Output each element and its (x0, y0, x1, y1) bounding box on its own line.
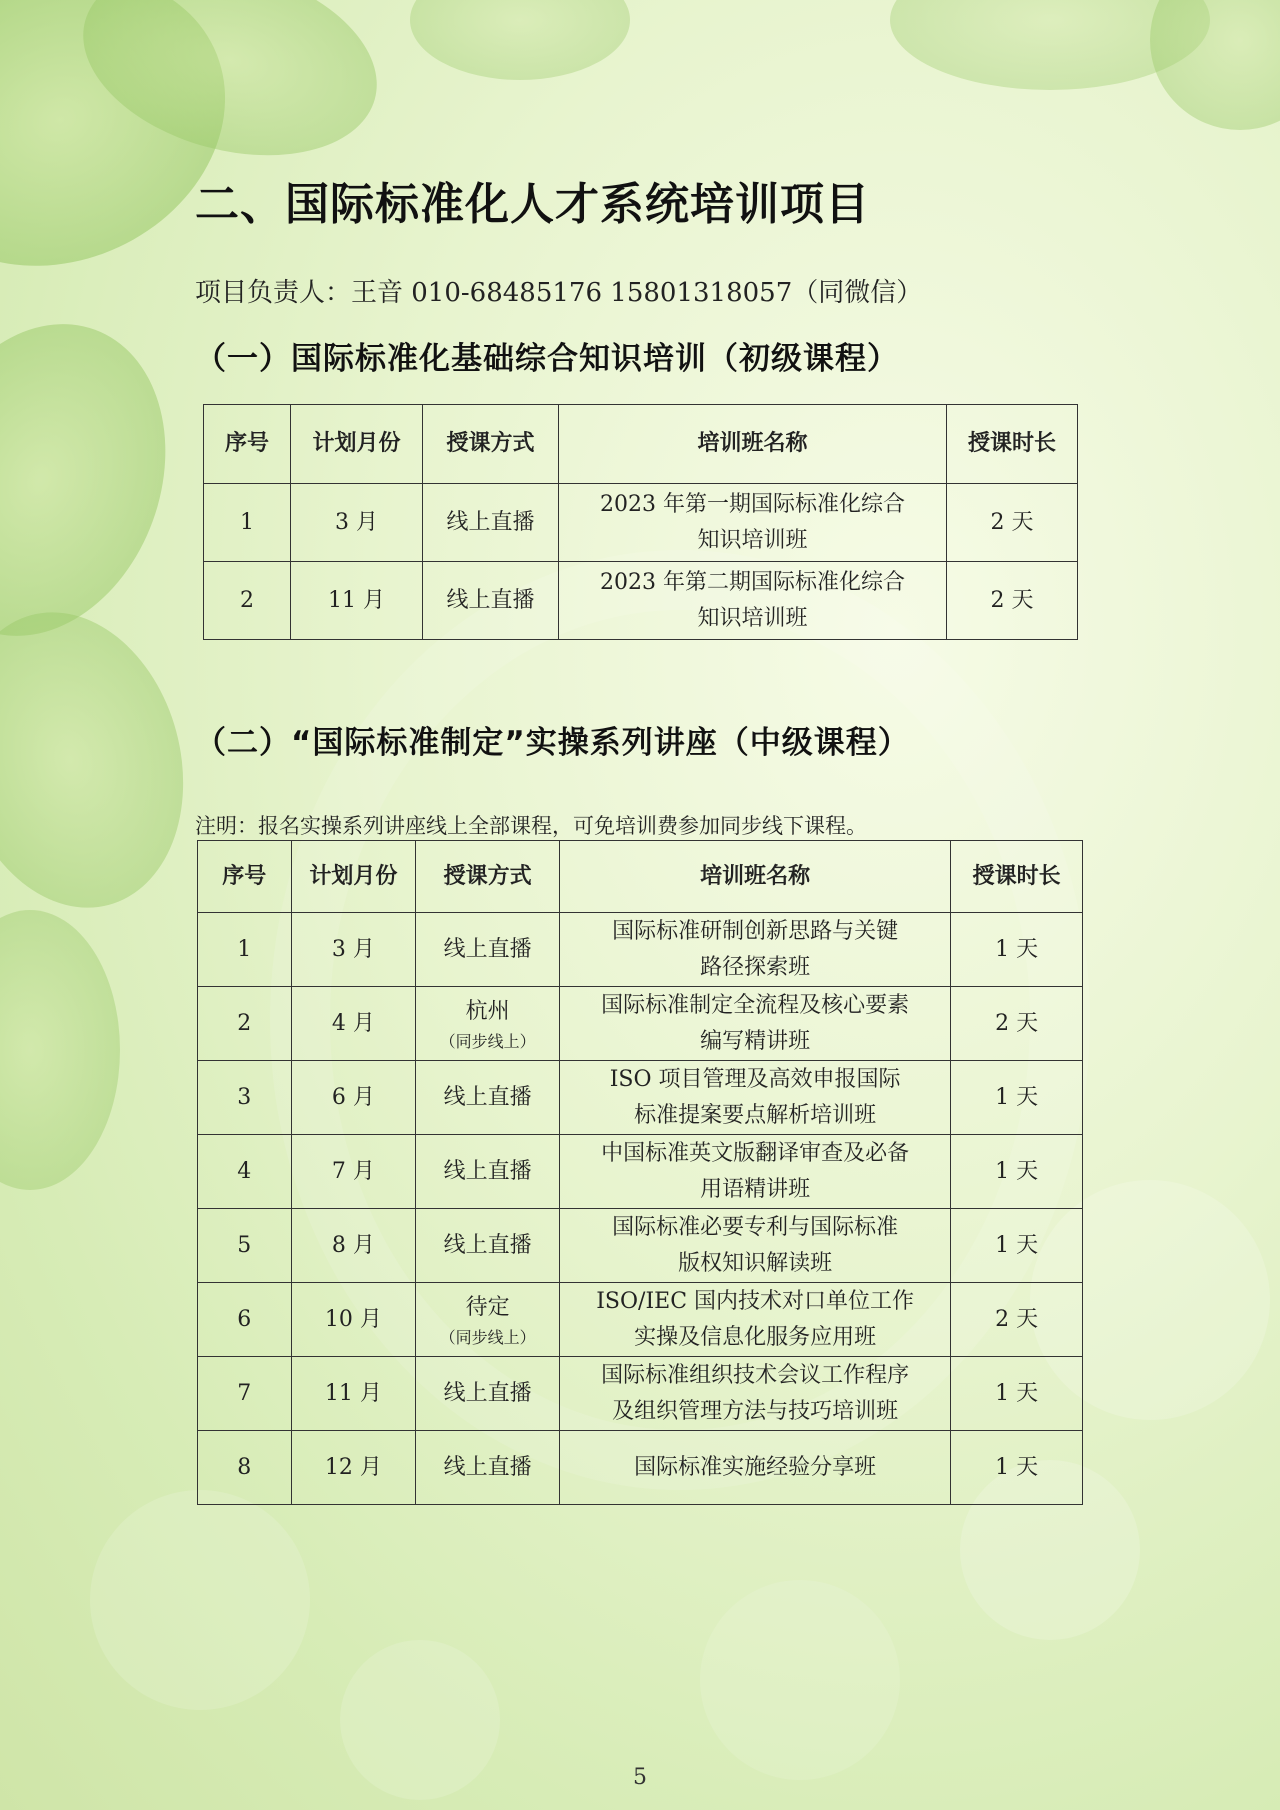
cell-month: 4 月 (291, 987, 416, 1061)
cell-name (560, 1283, 951, 1357)
table-header-row (204, 405, 1078, 484)
cell-name (560, 987, 951, 1061)
header-name: 培训班名称 (560, 841, 951, 913)
name-line-1: 国际标准制定全流程及核心要素 (601, 992, 910, 1018)
mode-sub: （同步线上） (439, 1327, 536, 1347)
cell-mode: 线上直播 (423, 484, 559, 562)
cell-mode (416, 1431, 560, 1505)
cell-duration: 1 天 (951, 1431, 1083, 1505)
cell-month: 7 月 (291, 1135, 416, 1209)
name-line-1: 国际标准研制创新思路与关键 (612, 918, 899, 944)
name-line-2: 知识培训班 (697, 527, 808, 553)
name-line-1: 中国标准英文版翻译审查及必备 (601, 1140, 910, 1166)
mode-main: 待定 (465, 1294, 510, 1320)
mode-main: 杭州 (465, 998, 510, 1024)
cell-duration: 1 天 (951, 1209, 1083, 1283)
cell-duration: 1 天 (951, 913, 1083, 987)
cell-month: 12 月 (291, 1431, 416, 1505)
mode-main: 线上直播 (443, 1380, 532, 1406)
name-line-2: 路径探索班 (700, 954, 811, 980)
name-line-1: 国际标准必要专利与国际标准 (612, 1214, 899, 1240)
cell-month: 3 月 (291, 484, 423, 562)
cell-name (559, 484, 947, 562)
cell-name (560, 1209, 951, 1283)
name-line-1: 国际标准组织技术会议工作程序 (601, 1362, 910, 1388)
mode-main: 线上直播 (443, 1454, 532, 1480)
page-number: 5 (633, 1765, 647, 1790)
header-duration: 授课时长 (951, 841, 1083, 913)
cell-duration: 1 天 (951, 1061, 1083, 1135)
cell-no: 2 (204, 562, 291, 640)
cell-mode (416, 1061, 560, 1135)
contact-line: 项目负责人：王音 010-68485176 15801318057（同微信） (195, 278, 923, 308)
cell-duration: 2 天 (951, 1283, 1083, 1357)
page-title: 二、国际标准化人才系统培训项目 (195, 179, 870, 230)
cell-no: 4 (198, 1135, 292, 1209)
mode-sub: （同步线上） (439, 1031, 536, 1051)
mode-main: 线上直播 (443, 936, 532, 962)
cell-duration: 1 天 (951, 1135, 1083, 1209)
name-line-2: 版权知识解读班 (678, 1250, 833, 1276)
table-row (198, 987, 1083, 1061)
table-row (204, 484, 1078, 562)
cell-month: 10 月 (291, 1283, 416, 1357)
table-row (198, 1061, 1083, 1135)
mode-main: 线上直播 (443, 1232, 532, 1258)
name-line-2: 及组织管理方法与技巧培训班 (612, 1398, 899, 1424)
table-row (198, 1135, 1083, 1209)
header-duration: 授课时长 (947, 405, 1078, 484)
cell-mode (416, 913, 560, 987)
cell-name (559, 562, 947, 640)
name-line-1: 2023 年第二期国际标准化综合 (600, 569, 905, 595)
name-line-2: 知识培训班 (697, 605, 808, 631)
cell-name (560, 1135, 951, 1209)
cell-duration: 1 天 (951, 1357, 1083, 1431)
cell-duration: 2 天 (947, 562, 1078, 640)
section2-heading: （二）“国际标准制定”实操系列讲座（中级课程） (195, 725, 910, 761)
cell-mode: 线上直播 (423, 562, 559, 640)
mode-main: 线上直播 (443, 1084, 532, 1110)
cell-month: 11 月 (291, 562, 423, 640)
cell-mode (416, 1283, 560, 1357)
cell-no: 3 (198, 1061, 292, 1135)
table-row (198, 1283, 1083, 1357)
section1-heading: （一）国际标准化基础综合知识培训（初级课程） (195, 341, 899, 377)
name-line-1: 国际标准实施经验分享班 (634, 1454, 877, 1480)
cell-month: 3 月 (291, 913, 416, 987)
cell-mode (416, 1209, 560, 1283)
cell-no: 6 (198, 1283, 292, 1357)
header-mode: 授课方式 (416, 841, 560, 913)
cell-no: 8 (198, 1431, 292, 1505)
cell-mode (416, 1135, 560, 1209)
cell-no: 1 (204, 484, 291, 562)
table-row (204, 562, 1078, 640)
cell-month: 6 月 (291, 1061, 416, 1135)
cell-no: 5 (198, 1209, 292, 1283)
section2-note: 注明：报名实操系列讲座线上全部课程，可免培训费参加同步线下课程。 (195, 814, 867, 838)
header-month: 计划月份 (291, 405, 423, 484)
header-no: 序号 (204, 405, 291, 484)
table-header-row (198, 841, 1083, 913)
cell-name (560, 1357, 951, 1431)
practice-lecture-table (197, 840, 1083, 1505)
header-name: 培训班名称 (559, 405, 947, 484)
cell-duration: 2 天 (951, 987, 1083, 1061)
cell-name (560, 913, 951, 987)
name-line-1: 2023 年第一期国际标准化综合 (600, 491, 905, 517)
table-row (198, 1357, 1083, 1431)
table-row (198, 1431, 1083, 1505)
cell-month: 8 月 (291, 1209, 416, 1283)
table-row (198, 913, 1083, 987)
cell-no: 2 (198, 987, 292, 1061)
cell-duration: 2 天 (947, 484, 1078, 562)
header-no: 序号 (198, 841, 292, 913)
header-mode: 授课方式 (423, 405, 559, 484)
header-month: 计划月份 (291, 841, 416, 913)
name-line-1: ISO 项目管理及高效申报国际 (609, 1066, 901, 1092)
mode-main: 线上直播 (443, 1158, 532, 1184)
cell-no: 1 (198, 913, 292, 987)
cell-no: 7 (198, 1357, 292, 1431)
table-row (198, 1209, 1083, 1283)
cell-name (560, 1431, 951, 1505)
name-line-1: ISO/IEC 国内技术对口单位工作 (596, 1288, 915, 1314)
basic-course-table (203, 404, 1078, 640)
name-line-2: 用语精讲班 (700, 1176, 811, 1202)
name-line-2: 编写精讲班 (700, 1028, 811, 1054)
cell-name (560, 1061, 951, 1135)
cell-mode (416, 1357, 560, 1431)
cell-month: 11 月 (291, 1357, 416, 1431)
name-line-2: 实操及信息化服务应用班 (634, 1324, 877, 1350)
cell-mode (416, 987, 560, 1061)
name-line-2: 标准提案要点解析培训班 (634, 1102, 877, 1128)
